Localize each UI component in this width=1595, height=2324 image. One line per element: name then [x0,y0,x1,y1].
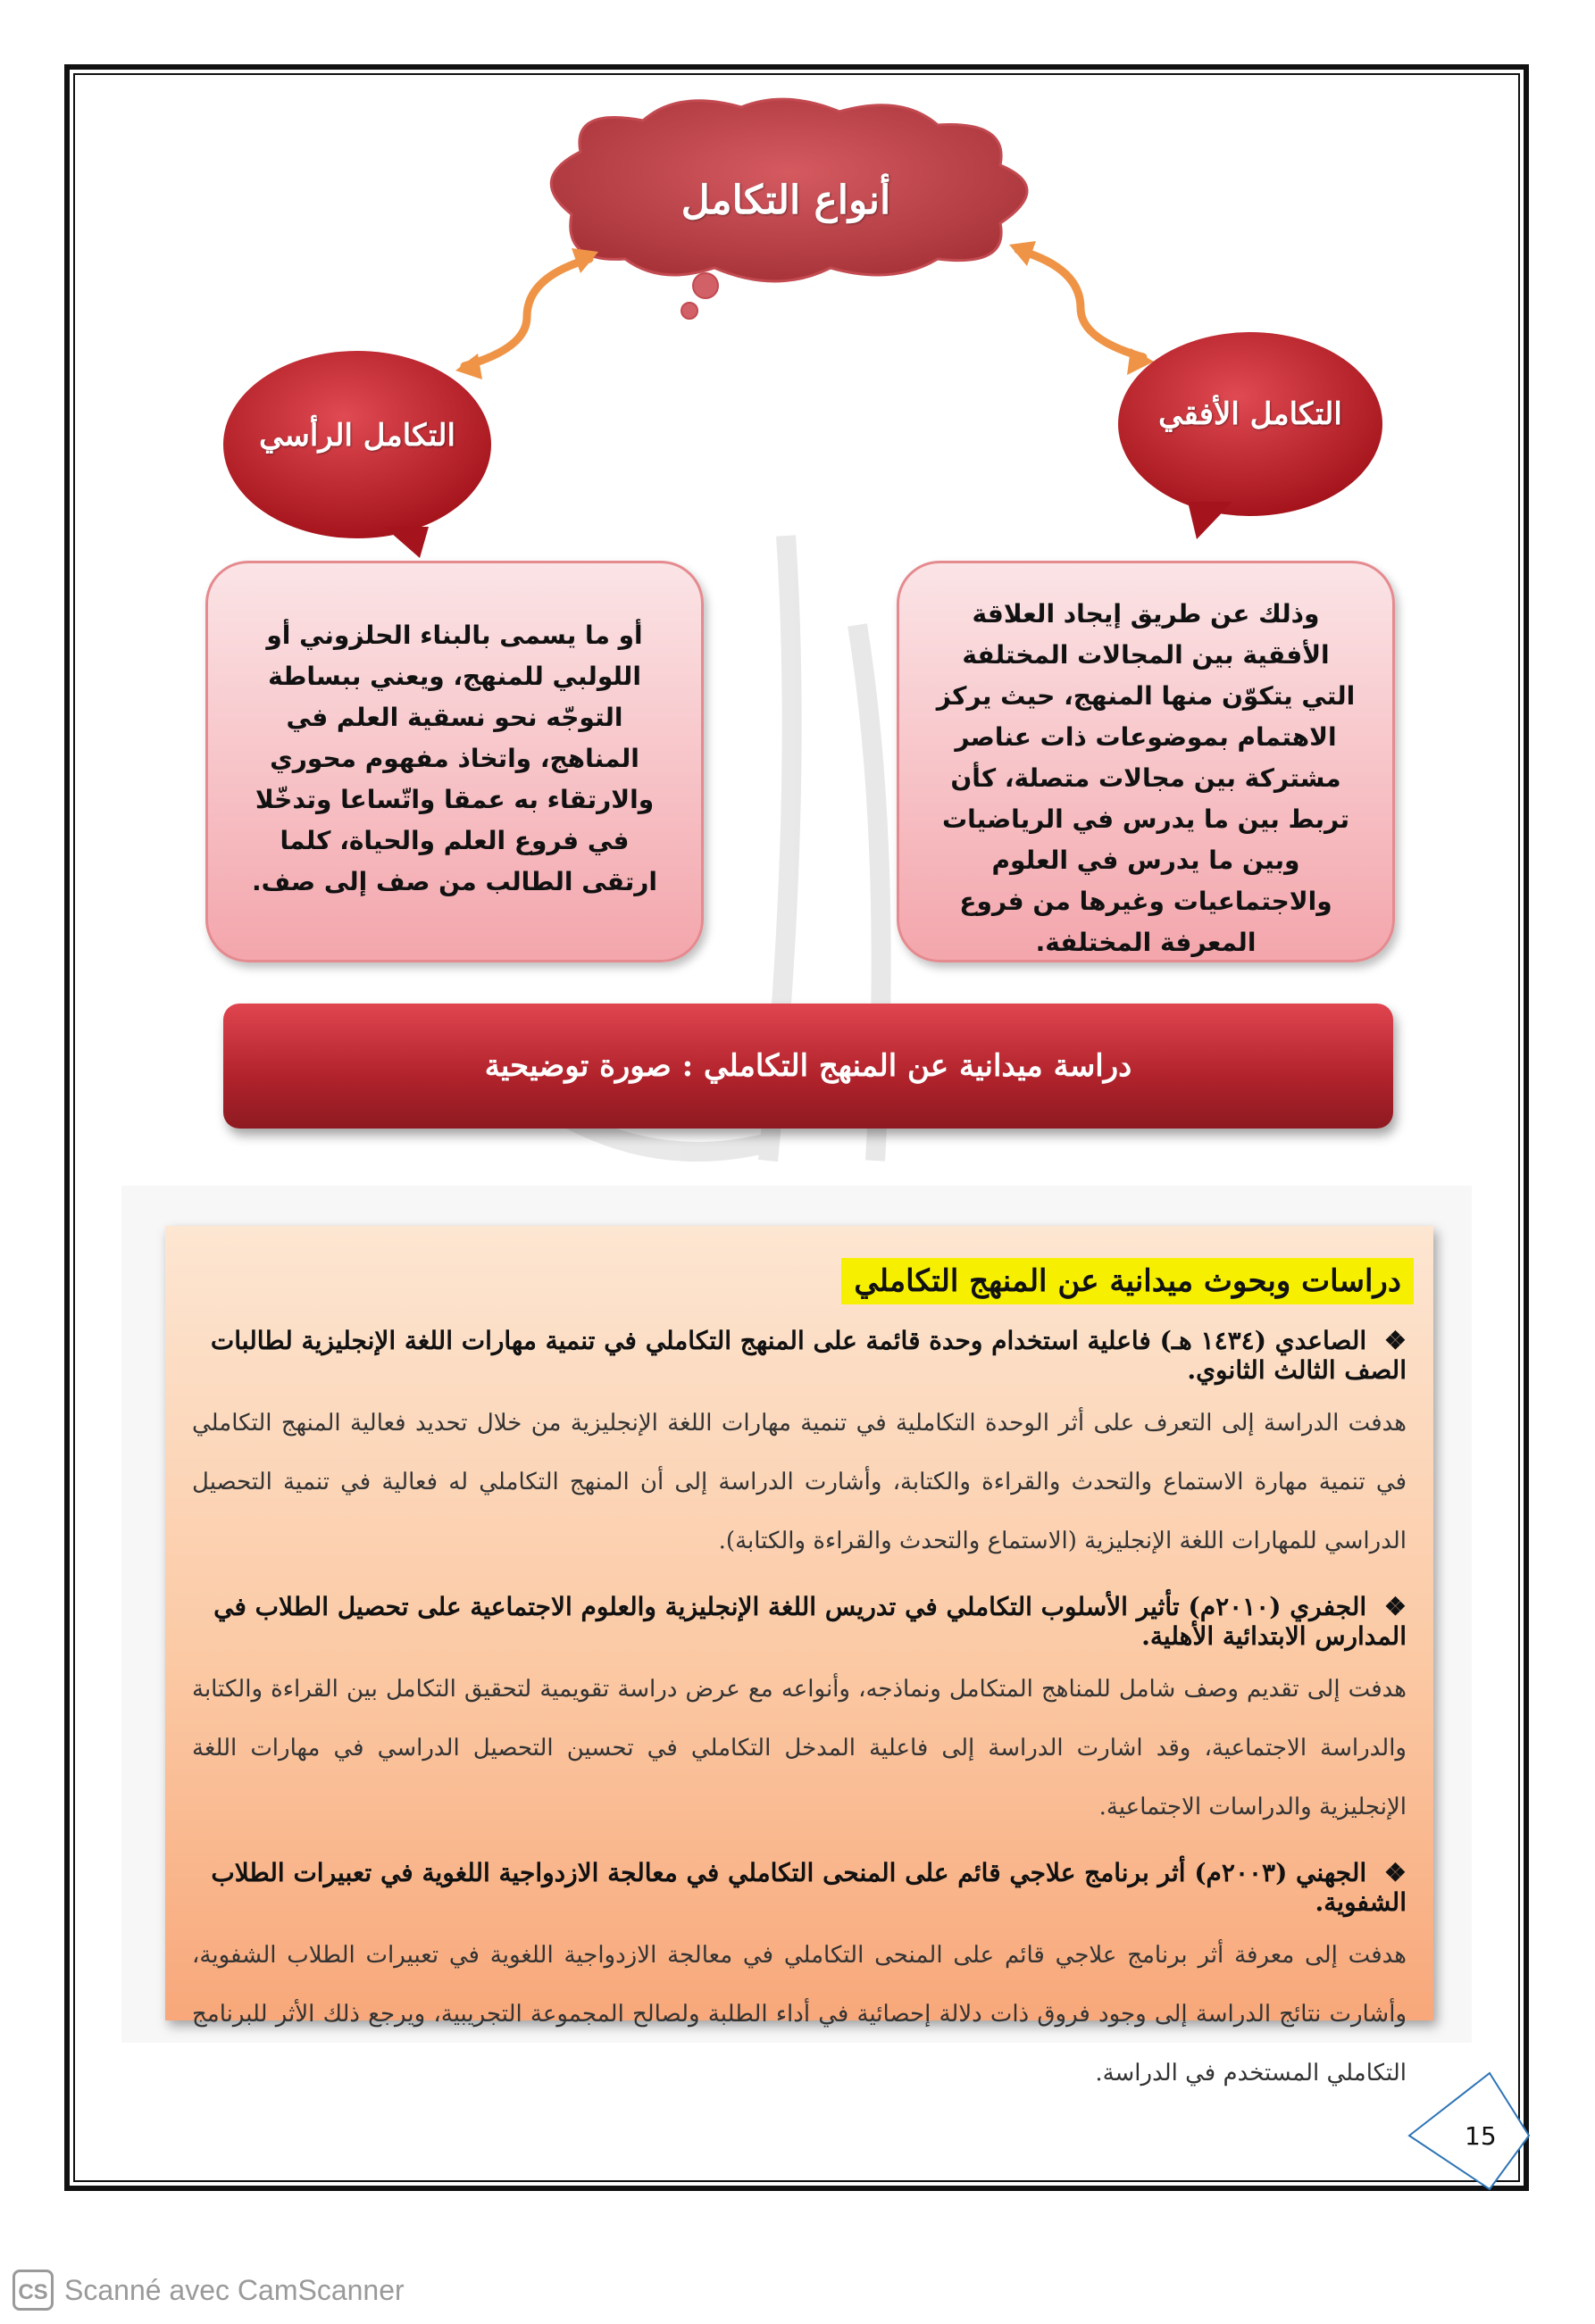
study-title [192,1326,1407,1385]
page-number: 15 [1465,2121,1497,2151]
bullet-icon: ❖ [1383,1592,1407,1621]
study-text: هدفت إلى تقديم وصف شامل للمناهج المتكامل ونماذجه، وأنواعه مع عرض دراسة تقويمية لتحقيق التكامل بين القراءة والكتابة والدراسة الاجتماعية، وقد اشارت الدراسة إلى فاعلية المدخل التكاملي في تحسين التحصيل الدراسي في مهارات اللغة الإنجليزية والدراسات الاجتماعية. [192,1676,1407,1820]
bullet-icon: ❖ [1383,1858,1407,1887]
study-text: هدفت إلى معرفة أثر برنامج علاجي قائم على المنحى التكاملي في معالجة الازدواجية اللغوية في تعبيرات الطلاب الشفوية، وأشارت نتائج الدراسة إلى وجود فروق ذات دلالة إحصائية في أداء الطلبة ولصالح المجموعة التجريبية، ويرجع ذلك الأثر للبرنامج التكاملي المستخدم في الدراسة. [192,1942,1407,2087]
bullet-icon: ❖ [1383,1326,1407,1355]
study-title [192,1858,1407,1917]
field-study-banner: دراسة ميدانية عن المنهج التكاملي : صورة توضيحية [223,1004,1393,1129]
excerpt-heading: دراسات وبحوث ميدانية عن المنهج التكاملي [841,1258,1414,1304]
diagram-title: أنواع التكامل [681,178,891,223]
node-horizontal-integration: التكامل الأفقي [1158,396,1342,432]
bubble-left-shape [223,351,491,558]
study-title-text: الجهني (٢٠٠٣م) أثر برنامج علاجي قائم على المنحى التكاملي في معالجة الازدواجية اللغوية في تعبيرات الطلاب الشفوية. [211,1858,1407,1917]
studies-excerpt [165,1226,1433,2087]
bubble-right-shape [1118,332,1382,539]
card-horizontal-description: وذلك عن طريق إيجاد العلاقة الأفقية بين المجالات المختلفة التي يتكوّن منها المنهج، حيث يركز الاهتمام بموضوعات ذات عناصر مشتركة بين مجالات متصلة، كأن تربط بين ما يدرس في الرياضيات وبين ما يدرس في العلوم والاجتماعيات وغيرها من فروع المعرفة المختلفة. [897,561,1395,962]
card-vertical-description: أو ما يسمى بالبناء الحلزوني أو اللولبي للمنهج، ويعني ببساطة التوجّه نحو نسقية العلم في المناهج، واتخاذ مفهوم محوري والارتقاء به عمقا واتّساعا وتدخّلا في فروع العلم والحياة، كلما ارتقى الطالب من صف إلى صف. [205,561,704,962]
scanner-footer [13,2268,405,2312]
study-text: هدفت الدراسة إلى التعرف على أثر الوحدة التكاملية في تنمية مهارات اللغة الإنجليزية من خلال تحديد فعالية المنهج التكاملي في تنمية مهارة الاستماع والتحدث والقراءة والكتابة، وأشارت الدراسة إلى أن المنهج التكاملي له فعالية في تنمية التحصيل الدراسي للمهارات اللغة الإنجليزية (الاستماع والتحدث والقراءة والكتابة). [192,1410,1407,1554]
node-vertical-integration: التكامل الرأسي [259,418,455,454]
study-title-text: الصاعدي (١٤٣٤ هـ) فاعلية استخدام وحدة قائمة على المنهج التكاملي في تنمية مهارات اللغة الإنجليزية لطالبات الصف الثالث الثانوي. [210,1326,1407,1385]
camscanner-logo-icon: CS [13,2270,54,2311]
study-title-text: الجفري (٢٠١٠م) تأثير الأسلوب التكاملي في تدريس اللغة الإنجليزية والعلوم الاجتماعية على تحصيل الطلاب في المدارس الابتدائية الأهلية. [213,1592,1407,1651]
study-title [192,1592,1407,1651]
scanner-footer-text: Scanné avec CamScanner [64,2273,405,2306]
